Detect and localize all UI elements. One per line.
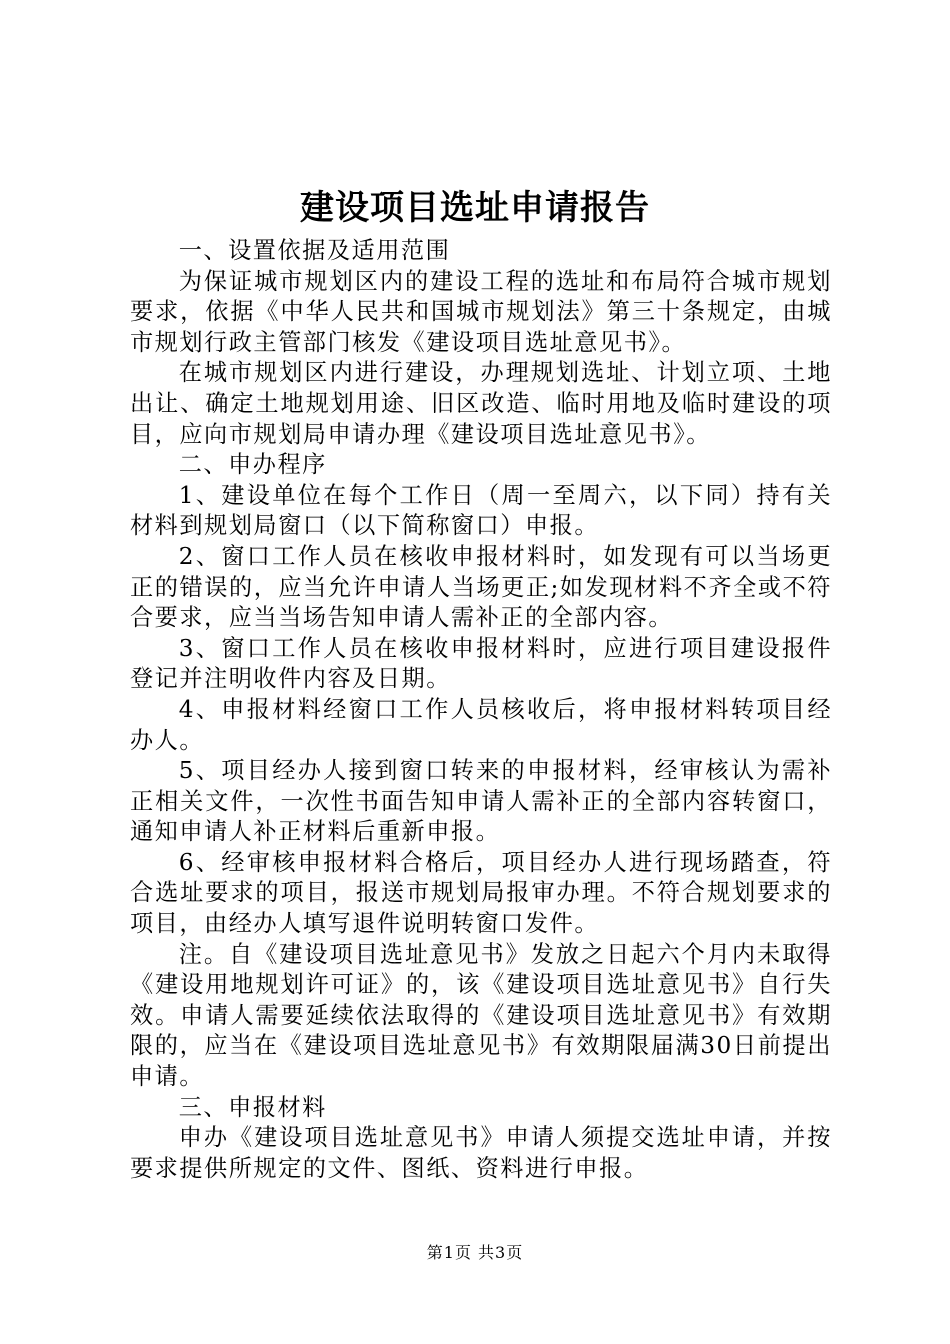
note-paragraph: 注。自《建设项目选址意见书》发放之日起六个月内未取得《建设用地规划许可证》的，该《建设项目选址意见书》自行失效。申请人需要延续依法取得的《建设项目选址意见书》有效期限的，应当在《建设项目选址意见书》有效期限届满30日前提出申请。 [130, 940, 832, 1091]
document-title: 建设项目选址申请报告 [300, 188, 650, 228]
document-body [130, 236, 832, 1184]
paragraph: 申办《建设项目选址意见书》申请人须提交选址申请，并按要求提供所规定的文件、图纸、资料进行申报。 [130, 1124, 832, 1182]
procedure-step: 1、建设单位在每个工作日（周一至周六，以下同）持有关材料到规划局窗口（以下简称窗口）申报。 [130, 481, 832, 540]
procedure-step: 5、项目经办人接到窗口转来的申报材料，经审核认为需补正相关文件，一次性书面告知申请人需补正的全部内容转窗口，通知申请人补正材料后重新申报。 [130, 757, 832, 846]
section-heading-materials: 三、申报材料 [178, 1093, 327, 1121]
section-heading-basis: 一、设置依据及适用范围 [178, 237, 451, 264]
procedure-step: 6、经审核申报材料合格后，项目经办人进行现场踏查，符合选址要求的项目，报送市规划局报审办理。不符合规划要求的项目，由经办人填写退件说明转窗口发件。 [130, 848, 832, 938]
procedure-step: 3、窗口工作人员在核收申报材料时，应进行项目建设报件登记并注明收件内容及日期。 [130, 634, 832, 693]
procedure-step: 4、申报材料经窗口工作人员核收后，将申报材料转项目经办人。 [130, 695, 832, 754]
section-heading-procedure: 二、申办程序 [178, 451, 327, 479]
paragraph: 在城市规划区内进行建设，办理规划选址、计划立项、土地出让、确定土地规划用途、旧区改造、临时用地及临时建设的项目，应向市规划局申请办理《建设项目选址意见书》。 [130, 359, 832, 448]
procedure-step: 2、窗口工作人员在核收申报材料时，如发现有可以当场更正的错误的，应当允许申请人当场更正;如发现材料不齐全或不符合要求，应当当场告知申请人需补正的全部内容。 [130, 542, 832, 632]
paragraph: 为保证城市规划区内的建设工程的选址和布局符合城市规划要求，依据《中华人民共和国城市规划法》第三十条规定，由城市规划行政主管部门核发《建设项目选址意见书》。 [130, 267, 832, 356]
page-footer: 第1页 共3页 [426, 1243, 524, 1262]
